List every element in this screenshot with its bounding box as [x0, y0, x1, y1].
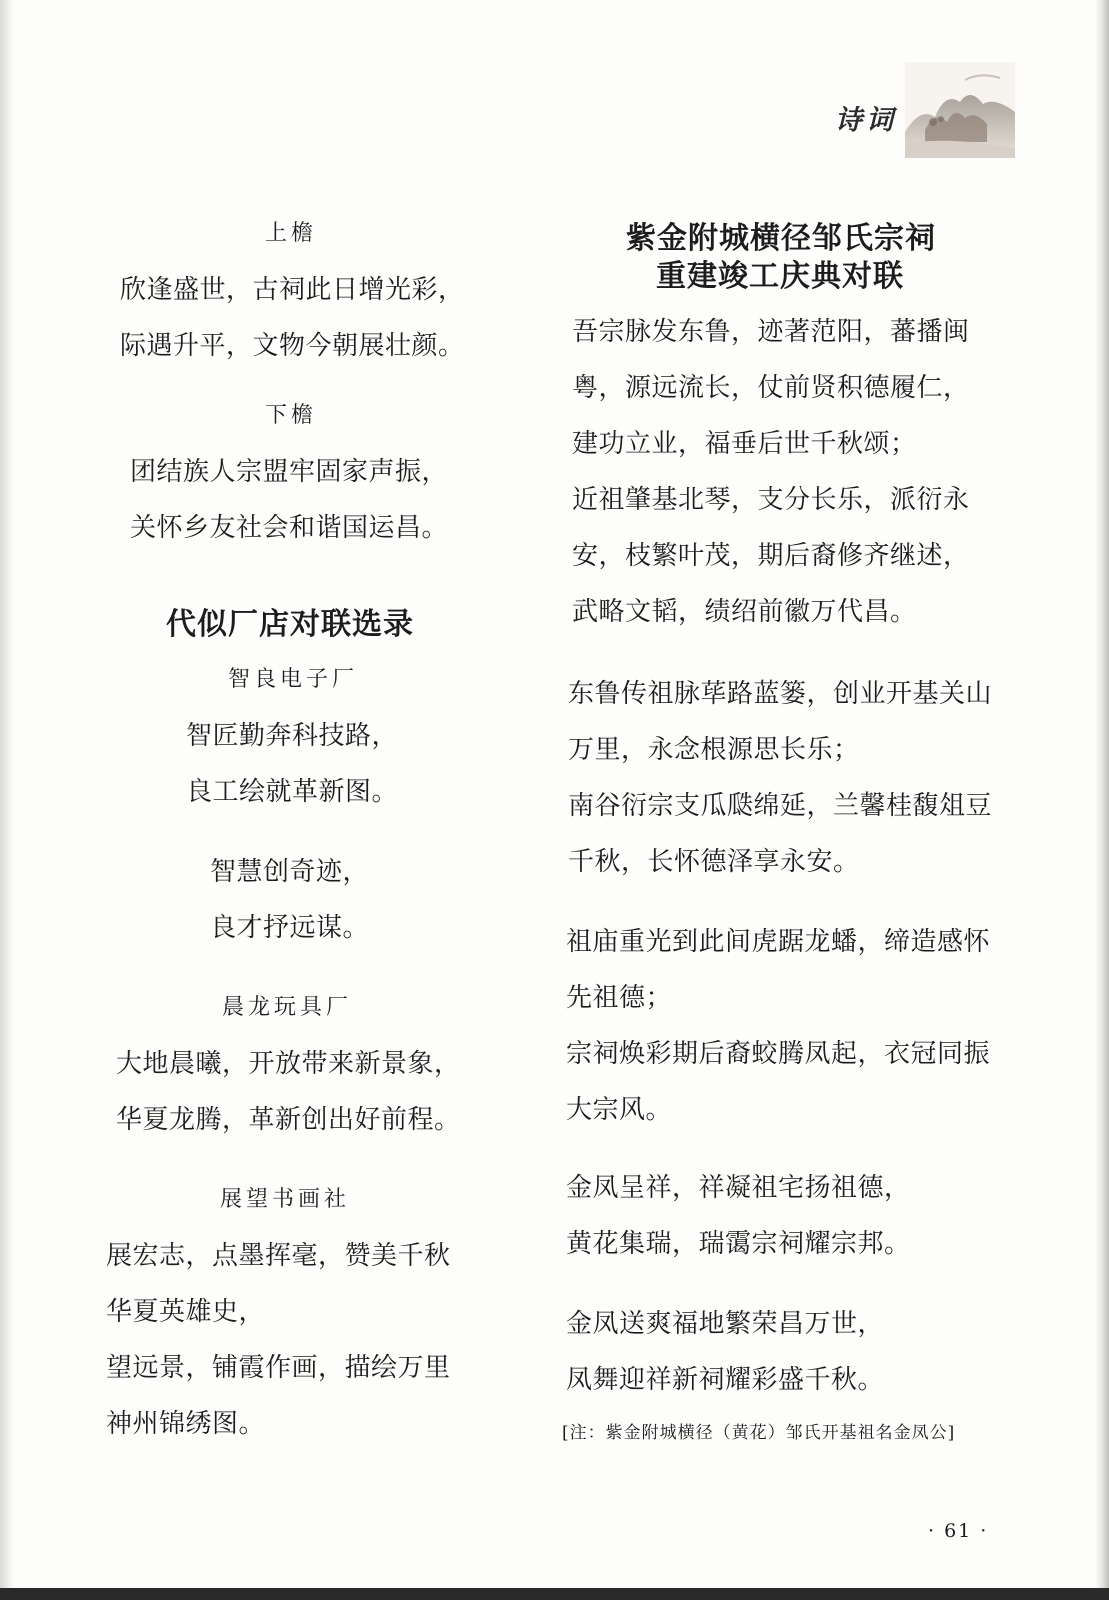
factory3-name: 展望书画社: [220, 1187, 351, 1212]
couplet2-line-2: 万里，永念根源思长乐；: [568, 735, 860, 765]
factory1-line-2: 良工绘就革新图。: [186, 777, 399, 807]
couplet1-line-3: 建功立业，福垂后世千秋颂；: [572, 429, 917, 459]
factory2-line-1: 大地晨曦，开放带来新景象，: [116, 1049, 461, 1079]
factory1-line-1: 智匠勤奔科技路，: [186, 721, 399, 751]
factory3-line-4: 神州锦绣图。: [106, 1409, 266, 1439]
factory3-line-3: 望远景，铺霞作画，描绘万里: [106, 1353, 451, 1383]
upper-eave-line-1: 欣逢盛世，古祠此日增光彩，: [120, 275, 465, 305]
couplet4-line-1: 金凤呈祥，祥凝祖宅扬祖德，: [566, 1173, 911, 1203]
scan-bottom-edge: [0, 1588, 1109, 1600]
article-title-line-1: 紫金附城横径邹氏宗祠: [626, 221, 936, 256]
couplet2-line-1: 东鲁传祖脉荜路蓝篓，创业开基关山: [568, 679, 993, 709]
factory3-line-1: 展宏志，点墨挥毫，赞美千秋: [106, 1241, 451, 1271]
couplet3-line-4: 大宗风。: [566, 1095, 673, 1125]
upper-eave-line-2: 际遇升平，文物今朝展壮颜。: [120, 331, 465, 361]
article-title-line-2: 重建竣工庆典对联: [656, 259, 904, 294]
couplet3-line-3: 宗祠焕彩期后裔蛟腾凤起，衣冠同振: [566, 1039, 991, 1069]
couplet5-line-2: 凤舞迎祥新祠耀彩盛千秋。: [566, 1365, 885, 1395]
factory3-line-2: 华夏英雄史，: [106, 1297, 266, 1327]
couplet3-line-1: 祖庙重光到此间虎踞龙蟠，缔造感怀: [566, 927, 991, 957]
page-spine-shadow: [0, 0, 14, 1600]
factory1-name: 智良电子厂: [228, 667, 359, 692]
couplet1-line-5: 安，枝繁叶茂，期后裔修齐继述，: [572, 541, 970, 571]
page-edge-shadow: [1095, 0, 1109, 1600]
couplet4-line-2: 黄花集瑞，瑞霭宗祠耀宗邦。: [566, 1229, 911, 1259]
lower-eave-label: 下檐: [265, 403, 318, 428]
factory1-line-3: 智慧创奇迹，: [210, 857, 370, 887]
section-title: 诗词: [835, 105, 897, 136]
couplet2-line-3: 南谷衍宗支瓜瓞绵延，兰馨桂馥俎豆: [568, 791, 993, 821]
couplet5-line-1: 金凤送爽福地繁荣昌万世，: [566, 1309, 885, 1339]
upper-eave-label: 上檐: [265, 221, 318, 246]
couplet2-line-4: 千秋，长怀德泽享永安。: [568, 847, 860, 877]
page-number: · 61 ·: [928, 1520, 989, 1542]
footnote: [注：紫金附城横径（黄花）邹氏开基祖名金凤公]: [562, 1423, 956, 1443]
factory2-name: 晨龙玩具厂: [222, 995, 353, 1020]
couplet1-line-6: 武略文韬，绩绍前徽万代昌。: [572, 597, 917, 627]
landscape-painting-icon: [905, 62, 1015, 158]
factory2-line-2: 华夏龙腾，革新创出好前程。: [116, 1105, 461, 1135]
couplet1-line-2: 粤，源远流长，仗前贤积德履仁，: [572, 373, 970, 403]
factory1-line-4: 良才抒远谋。: [210, 913, 370, 943]
couplet1-line-4: 近祖肇基北琴，支分长乐，派衍永: [572, 485, 970, 515]
lower-eave-line-2: 关怀乡友社会和谐国运昌。: [130, 513, 449, 543]
couplet3-line-2: 先祖德；: [566, 983, 673, 1013]
couplet1-line-1: 吾宗脉发东鲁，迹著范阳，蕃播闽: [572, 317, 970, 347]
section-heading: 代似厂店对联选录: [166, 607, 414, 642]
lower-eave-line-1: 团结族人宗盟牢固家声振，: [130, 457, 449, 487]
